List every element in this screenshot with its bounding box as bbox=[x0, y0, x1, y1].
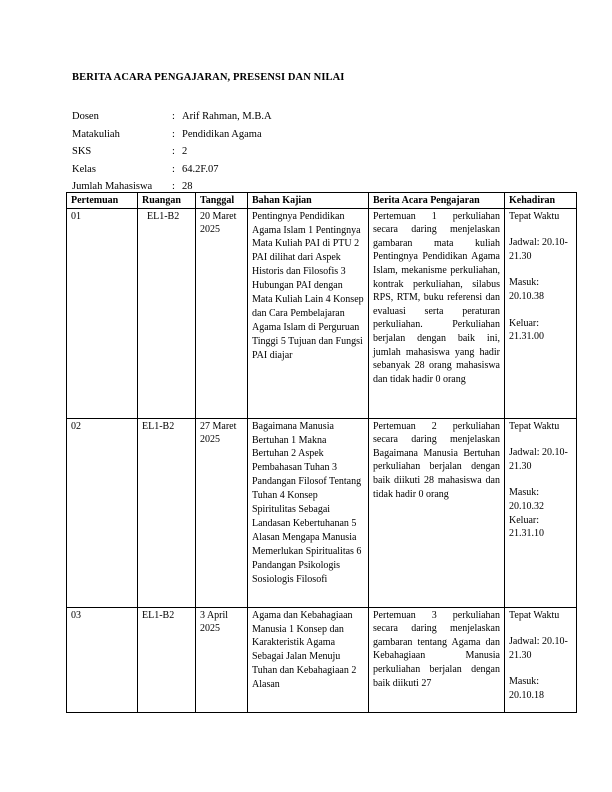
table-row bbox=[67, 418, 577, 607]
kehadiran-masuk: Masuk: 20.10.18 bbox=[509, 676, 544, 701]
kehadiran-jadwal: Jadwal: 20.10-21.30 bbox=[509, 237, 568, 262]
cell-pertemuan: 01 bbox=[67, 208, 138, 418]
header-berita-acara: Berita Acara Pengajaran bbox=[369, 193, 505, 209]
cell-kehadiran bbox=[505, 208, 577, 418]
info-key: Dosen bbox=[72, 111, 99, 122]
info-colon: : bbox=[172, 111, 175, 122]
info-colon: : bbox=[172, 128, 175, 140]
kehadiran-masuk: Masuk: 20.10.38 bbox=[509, 277, 544, 302]
kehadiran-status: Tepat Waktu bbox=[509, 420, 560, 432]
info-value: Arif Rahman, M.B.A bbox=[182, 111, 272, 122]
info-row-dosen bbox=[72, 111, 272, 129]
table-row bbox=[67, 607, 577, 712]
kehadiran-jadwal: Jadwal: 20.10-21.30 bbox=[509, 447, 568, 472]
info-colon: : bbox=[172, 181, 175, 192]
info-key: SKS bbox=[72, 146, 92, 157]
cell-kehadiran bbox=[505, 418, 577, 607]
table-row bbox=[67, 208, 577, 418]
info-value: Pendidikan Agama bbox=[182, 128, 262, 140]
info-row-kelas bbox=[72, 164, 272, 182]
header-pertemuan: Pertemuan bbox=[67, 193, 138, 209]
cell-ruangan: EL1-B2 bbox=[138, 607, 196, 712]
kehadiran-masuk: Masuk: 20.10.32 bbox=[509, 487, 544, 512]
cell-berita-acara: Pertemuan 3 perkuliahan secara daring menjelaskan gambaran tentang Agama dan Kebahagiaan Manusia perkuliahan berjalan dengan baik diikuti 27 bbox=[369, 607, 505, 712]
kehadiran-keluar: Keluar: 21.31.10 bbox=[509, 514, 544, 540]
cell-kehadiran bbox=[505, 607, 577, 712]
header-kehadiran: Kehadiran bbox=[505, 193, 577, 209]
header-bahan-kajian: Bahan Kajian bbox=[248, 193, 369, 209]
info-value: 28 bbox=[182, 181, 193, 192]
info-key: Kelas bbox=[72, 163, 96, 175]
info-value: 2 bbox=[182, 146, 188, 157]
cell-tanggal: 27 Maret 2025 bbox=[196, 418, 248, 607]
cell-ruangan: EL1-B2 bbox=[138, 418, 196, 607]
cell-berita-acara: Pertemuan 1 perkuliahan secara daring menjelaskan gambaran mata kuliah Pentingnya Pendidikan Agama Islam, mekanisme perkuliahan, kontrak perkuliahan, silabus RPS, RTM, buku referensi dan evaluasi serta peraturan perkuliahan. Perkuliahan berjalan dengan baik ini, jumlah mahasiswa yang hadir sebanyak 28 orang mahasiswa dan tidak hadir 0 orang bbox=[369, 208, 505, 418]
kehadiran-jadwal: Jadwal: 20.10-21.30 bbox=[509, 636, 568, 661]
kehadiran-keluar: Keluar: 21.31.00 bbox=[509, 317, 544, 343]
kehadiran-status: Tepat Waktu bbox=[509, 609, 560, 621]
cell-berita-acara: Pertemuan 2 perkuliahan secara daring menjelaskan Bagaimana Manusia Bertuhan perkuliahan berjalan dengan baik diikuti 28 mahasiswa dan tidak hadir 0 orang bbox=[369, 418, 505, 607]
info-key: Matakuliah bbox=[72, 128, 120, 140]
cell-ruangan: EL1-B2 bbox=[138, 208, 196, 418]
cell-pertemuan: 02 bbox=[67, 418, 138, 607]
table-header-row bbox=[67, 193, 577, 209]
cell-pertemuan: 03 bbox=[67, 607, 138, 712]
cell-tanggal: 3 April 2025 bbox=[196, 607, 248, 712]
header-ruangan: Ruangan bbox=[138, 193, 196, 209]
cell-bahan-kajian: Pentingnya Pendidikan Agama Islam 1 Pentingnya Mata Kuliah PAI di PTU 2 PAI dilihat dari Aspek Historis dan Filosofis 3 Hubungan PAI dengan Mata Kuliah Lain 4 Konsep dan Cara Pembelajaran Agama Islam di Perguruan Tinggi 5 Tujuan dan Fungsi PAI diajar bbox=[248, 208, 369, 418]
document-title: BERITA ACARA PENGAJARAN, PRESENSI DAN NILAI bbox=[72, 72, 345, 83]
course-info bbox=[72, 111, 272, 199]
info-row-matakuliah bbox=[72, 129, 272, 147]
attendance-table bbox=[66, 192, 577, 713]
info-colon: : bbox=[172, 163, 175, 175]
cell-bahan-kajian: Agama dan Kebahagiaan Manusia 1 Konsep dan Karakteristik Agama Sebagai Jalan Menuju Tuhan dan Kebahagiaan 2 Alasan bbox=[248, 607, 369, 712]
header-tanggal: Tanggal bbox=[196, 193, 248, 209]
cell-bahan-kajian: Bagaimana Manusia Bertuhan 1 Makna Bertuhan 2 Aspek Pembahasan Tuhan 3 Pandangan Filosof Tentang Tuhan 4 Konsep Spiritulitas Sebagai Landasan Kebertuhanan 5 Alasan Mengapa Manusia Memerlukan Spiritualitas 6 Pandangan Psikologis Sosiologis Filosofi bbox=[248, 418, 369, 607]
info-row-sks bbox=[72, 146, 272, 164]
cell-tanggal: 20 Maret 2025 bbox=[196, 208, 248, 418]
info-key: Jumlah Mahasiswa bbox=[72, 181, 153, 192]
kehadiran-status: Tepat Waktu bbox=[509, 210, 560, 222]
info-value: 64.2F.07 bbox=[182, 163, 219, 175]
info-colon: : bbox=[172, 146, 175, 157]
